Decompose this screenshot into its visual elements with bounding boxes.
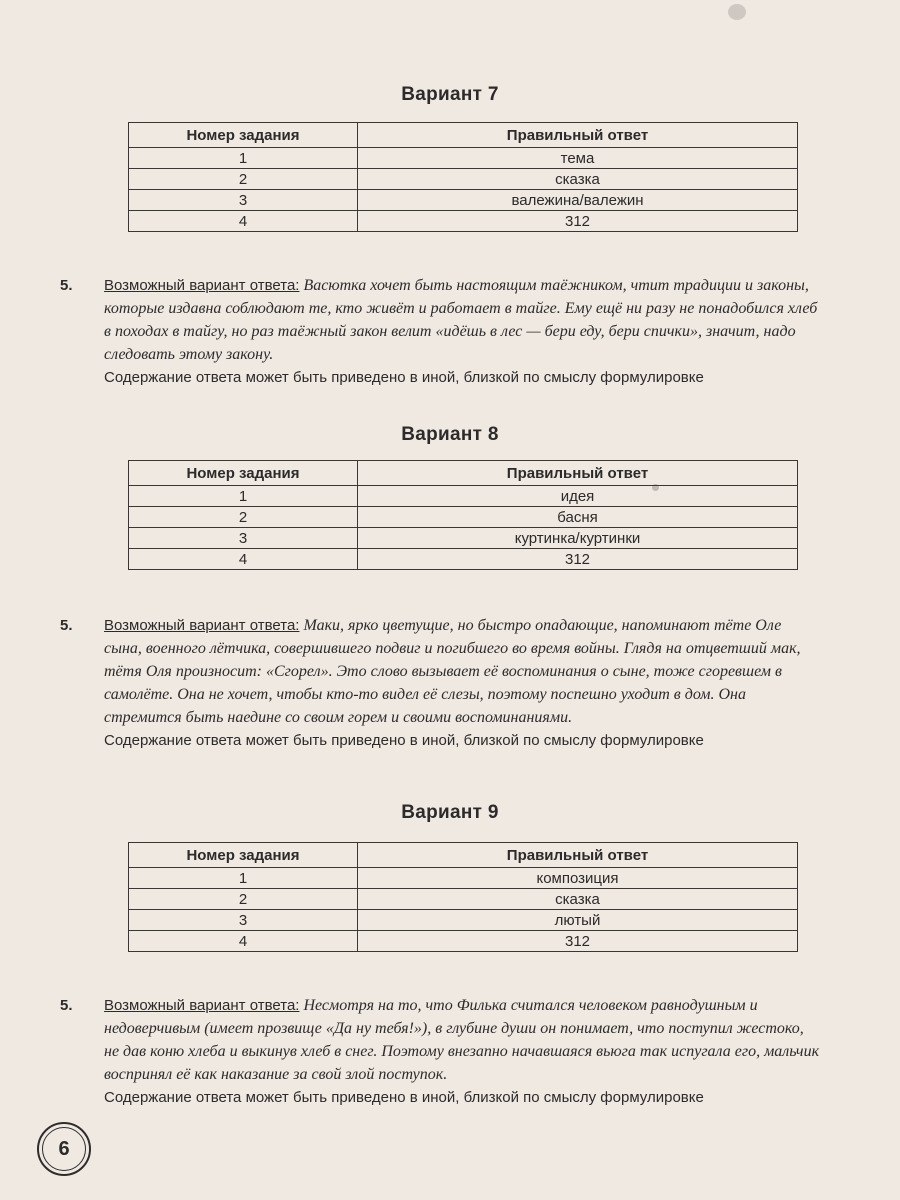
answer-lead: Возможный вариант ответа:: [104, 997, 300, 1014]
answer-cell: басня: [358, 507, 798, 528]
task-number: 4: [129, 931, 358, 952]
task-number: 4: [129, 211, 358, 232]
correct-answer-header: Правильный ответ: [358, 843, 798, 868]
answer-cell: 312: [358, 211, 798, 232]
answer-note: Содержание ответа может быть приведено в иной, близкой по смыслу формулировке: [104, 369, 704, 386]
variant-7-question-5: [60, 274, 820, 389]
answer-lead: Возможный вариант ответа:: [104, 277, 300, 294]
table-header-row: [129, 123, 798, 148]
variant-9-question-5: [60, 994, 820, 1109]
answer-text: Несмотря на то, что Филька считался человеком равнодушным и недоверчивым (имеет прозвище «Да ну тебя!»), в глубине души он понимает, что поступил жестоко, не дав коню хлеба и выкинув хлеб в снег. Поэтому внезапно начавшаяся вьюга так испугала его, мальчик воспринял её как наказание за свой злой поступок.: [104, 997, 820, 1083]
table-row: [129, 910, 798, 931]
table-header-row: [129, 461, 798, 486]
task-number: 1: [129, 868, 358, 889]
task-number: 2: [129, 889, 358, 910]
table-row: [129, 528, 798, 549]
task-number: 3: [129, 910, 358, 931]
table-row: [129, 549, 798, 570]
answer-cell: тема: [358, 148, 798, 169]
table-row: [129, 889, 798, 910]
variant-9-table: [128, 842, 798, 952]
table-row: [129, 931, 798, 952]
answer-cell: 312: [358, 549, 798, 570]
variant-8-table: [128, 460, 798, 570]
answer-cell: сказка: [358, 169, 798, 190]
variant-7-table: [128, 122, 798, 232]
table-row: [129, 169, 798, 190]
answer-cell: идея: [358, 486, 798, 507]
correct-answer-header: Правильный ответ: [358, 461, 798, 486]
page-number-label: 6: [58, 1137, 70, 1160]
question-number: 5.: [60, 617, 73, 634]
answer-text: Васютка хочет быть настоящим таёжником, чтит традиции и законы, которые издавна соблюдают те, кто живёт и работает в тайге. Ему ещё ни разу не понадобился хлеб в походах в тайгу, но раз таёжный закон велит «идёшь в лес — бери еду, бери спички», значит, надо следовать этому закону.: [104, 277, 818, 363]
answer-text: Маки, ярко цветущие, но быстро опадающие, напоминают тёте Оле сына, военного лётчика, совершившего подвиг и погибшего во время войны. Глядя на отцветший мак, тётя Оля произносит: «Сгорел». Это слово вызывает её воспоминания о сыне, тоже сгоревшем в самолёте. Она не хочет, чтобы кто-то видел её слезы, поэтому поспешно уходит в дом. Она стремится быть наедине со своим горем и своими воспоминаниями.: [104, 617, 801, 726]
task-number: 3: [129, 528, 358, 549]
page-number: [37, 1122, 91, 1176]
answer-cell: композиция: [358, 868, 798, 889]
task-number-header: Номер задания: [129, 461, 358, 486]
question-number: 5.: [60, 997, 73, 1014]
ink-stain: [728, 4, 746, 20]
task-number-header: Номер задания: [129, 843, 358, 868]
task-number: 1: [129, 148, 358, 169]
variant-9-title: Вариант 9: [401, 802, 499, 823]
task-number: 2: [129, 507, 358, 528]
correct-answer-header: Правильный ответ: [358, 123, 798, 148]
table-row: [129, 190, 798, 211]
task-number: 3: [129, 190, 358, 211]
table-row: [129, 211, 798, 232]
table-row: [129, 868, 798, 889]
task-number-header: Номер задания: [129, 123, 358, 148]
answer-cell: лютый: [358, 910, 798, 931]
variant-7-title: Вариант 7: [401, 84, 499, 105]
answer-cell: 312: [358, 931, 798, 952]
answer-cell: валежина/валежин: [358, 190, 798, 211]
answer-note: Содержание ответа может быть приведено в иной, близкой по смыслу формулировке: [104, 1089, 704, 1106]
answer-note: Содержание ответа может быть приведено в иной, близкой по смыслу формулировке: [104, 732, 704, 749]
task-number: 2: [129, 169, 358, 190]
variant-8-title: Вариант 8: [401, 424, 499, 445]
table-header-row: [129, 843, 798, 868]
answer-cell: куртинка/куртинки: [358, 528, 798, 549]
answer-cell: сказка: [358, 889, 798, 910]
question-number: 5.: [60, 277, 73, 294]
table-row: [129, 148, 798, 169]
table-row: [129, 507, 798, 528]
variant-8-question-5: [60, 614, 820, 752]
task-number: 1: [129, 486, 358, 507]
task-number: 4: [129, 549, 358, 570]
table-row: [129, 486, 798, 507]
answer-lead: Возможный вариант ответа:: [104, 617, 300, 634]
